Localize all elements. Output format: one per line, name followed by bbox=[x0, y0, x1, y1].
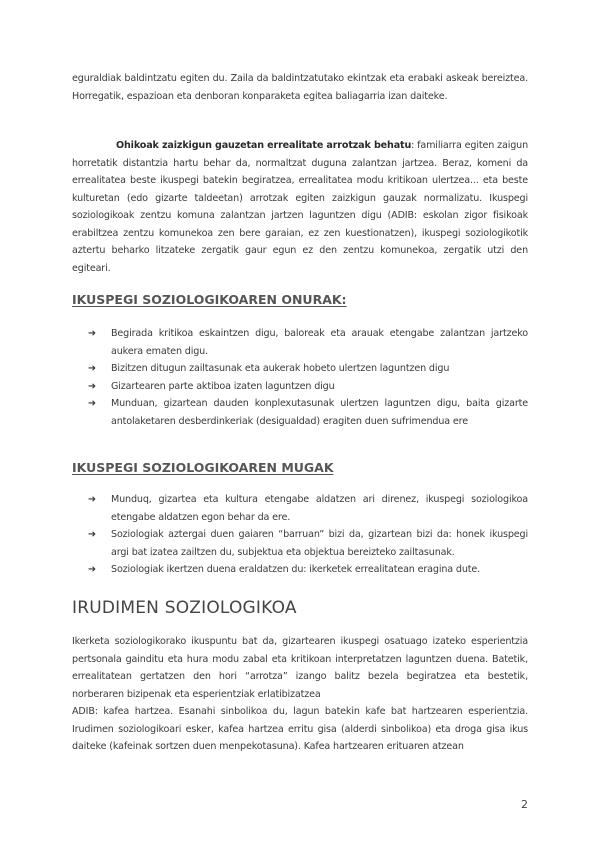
mugak-heading: IKUSPEGI SOZIOLOGIKOAREN MUGAK bbox=[72, 460, 334, 475]
arrow-right-icon: ➔ bbox=[88, 494, 96, 505]
list-item: ➔ Bizitzen ditugun zailtasunak eta aukerak hobeto ulertzen laguntzen digu bbox=[88, 360, 528, 378]
habitual-paragraph bbox=[72, 137, 528, 277]
mugak-list bbox=[88, 491, 528, 579]
habitual-paragraph-rest: : familiarra egiten zaigun horretatik distantzia hartu behar da, normaltzat duguna zalantzan jartzea. Beraz, komeni da errealitatea beste ikuspegi batekin begiratzea, errealitatea modu kritikoan ulertzea... eta beste kulturetan (edo gizarte taldeetan) arrotzak egiten zaizkigun gauzak normalizatu. Ikuspegi soziologikoak zentzu komuna zalantzan jartzen laguntzen digu (ADIB: eskolan zigor fisikoak erabiltzea zentzu komunekoa zen bere garaian, ez zen kuestionatzen), ikuspegi soziologikotik aztertu beharko litzateke zergatik gaur egun ez den zentzu komunekoa, zergatik utzi den egiteari. bbox=[72, 140, 529, 274]
arrow-right-icon: ➔ bbox=[88, 380, 96, 392]
irudimen-line: ADIB: kafea hartzea. Esanahi sinbolikoa du, lagun batekin kafe bat hartzearen esperientzia. Irudimen soziologikoari esker, kafea hartzea erritu gisa (alderdi sinbolikoa) eta droga gisa ikus daiteke (kafeinak sortzen duen menpekotasuna). Kafea hartzearen erituaren atzean bbox=[72, 706, 528, 752]
arrow-right-icon: ➔ bbox=[88, 328, 96, 339]
list-item: ➔ Munduan, gizartean dauden konplexutasunak ulertzen laguntzen digu, baita gizarte antolaketaren desberdinkeriak (desigualdad) eragiten duen sufrimendua ere bbox=[88, 395, 528, 430]
arrow-right-icon: ➔ bbox=[88, 529, 96, 540]
irudimen-line: Ikerketa soziologikorako ikuspuntu bat da, gizartearen ikuspegi osatuago izateko esperientzia pertsonala gainditu eta hura modu zabal eta kritikoan interpretatzen laguntzen duena. Batetik, errealitatean gertatzen den hori “arrotza” izango balitz bezela begiratzea eta bestetik, norberaren bizipenak eta esperientziak erlatibizatzea bbox=[72, 636, 528, 700]
intro-paragraph: eguraldiak baldintzatu egiten du. Zaila da baldintzatutako ekintzak eta erabaki askeak bereiztea. Horregatik, espazioan eta denboran konparaketa egitea baliagarria izan daiteke. bbox=[72, 73, 528, 102]
arrow-right-icon: ➔ bbox=[88, 398, 96, 409]
habitual-paragraph-bold: Ohikoak zaizkigun gauzetan errealitate arrotzak behatu bbox=[116, 140, 412, 151]
list-item: ➔ Munduq, gizartea eta kultura etengabe aldatzen ari direnez, ikuspegi soziologikoa etengabe aldatzen egon behar da ere. bbox=[88, 491, 528, 526]
arrow-right-icon: ➔ bbox=[88, 564, 96, 575]
list-item: ➔ Soziologiak aztergai duen gaiaren “barruan” bizi da, gizartean bizi da: honek ikuspegi argi bat izatea zailtzen du, subjektua eta objektua bereizteko zailtasunak. bbox=[88, 526, 528, 561]
list-item: ➔ Soziologiak ikertzen duena eraldatzen du: ikerketek errealitatean eragina dute. bbox=[88, 561, 528, 579]
onurak-heading: IKUSPEGI SOZIOLOGIKOAREN ONURAK: bbox=[72, 292, 347, 307]
irudimen-paragraph bbox=[72, 633, 528, 756]
irudimen-heading: IRUDIMEN SOZIOLOGIKOA bbox=[72, 598, 297, 618]
arrow-right-icon: ➔ bbox=[88, 363, 96, 374]
page-number: 2 bbox=[521, 798, 528, 811]
onurak-list bbox=[88, 325, 528, 430]
list-item: ➔ Begirada kritikoa eskaintzen digu, baloreak eta arauak etengabe zalantzan jartzeko aukera ematen digu. bbox=[88, 325, 528, 360]
list-item: ➔ Gizartearen parte aktiboa izaten laguntzen digu bbox=[88, 378, 528, 396]
